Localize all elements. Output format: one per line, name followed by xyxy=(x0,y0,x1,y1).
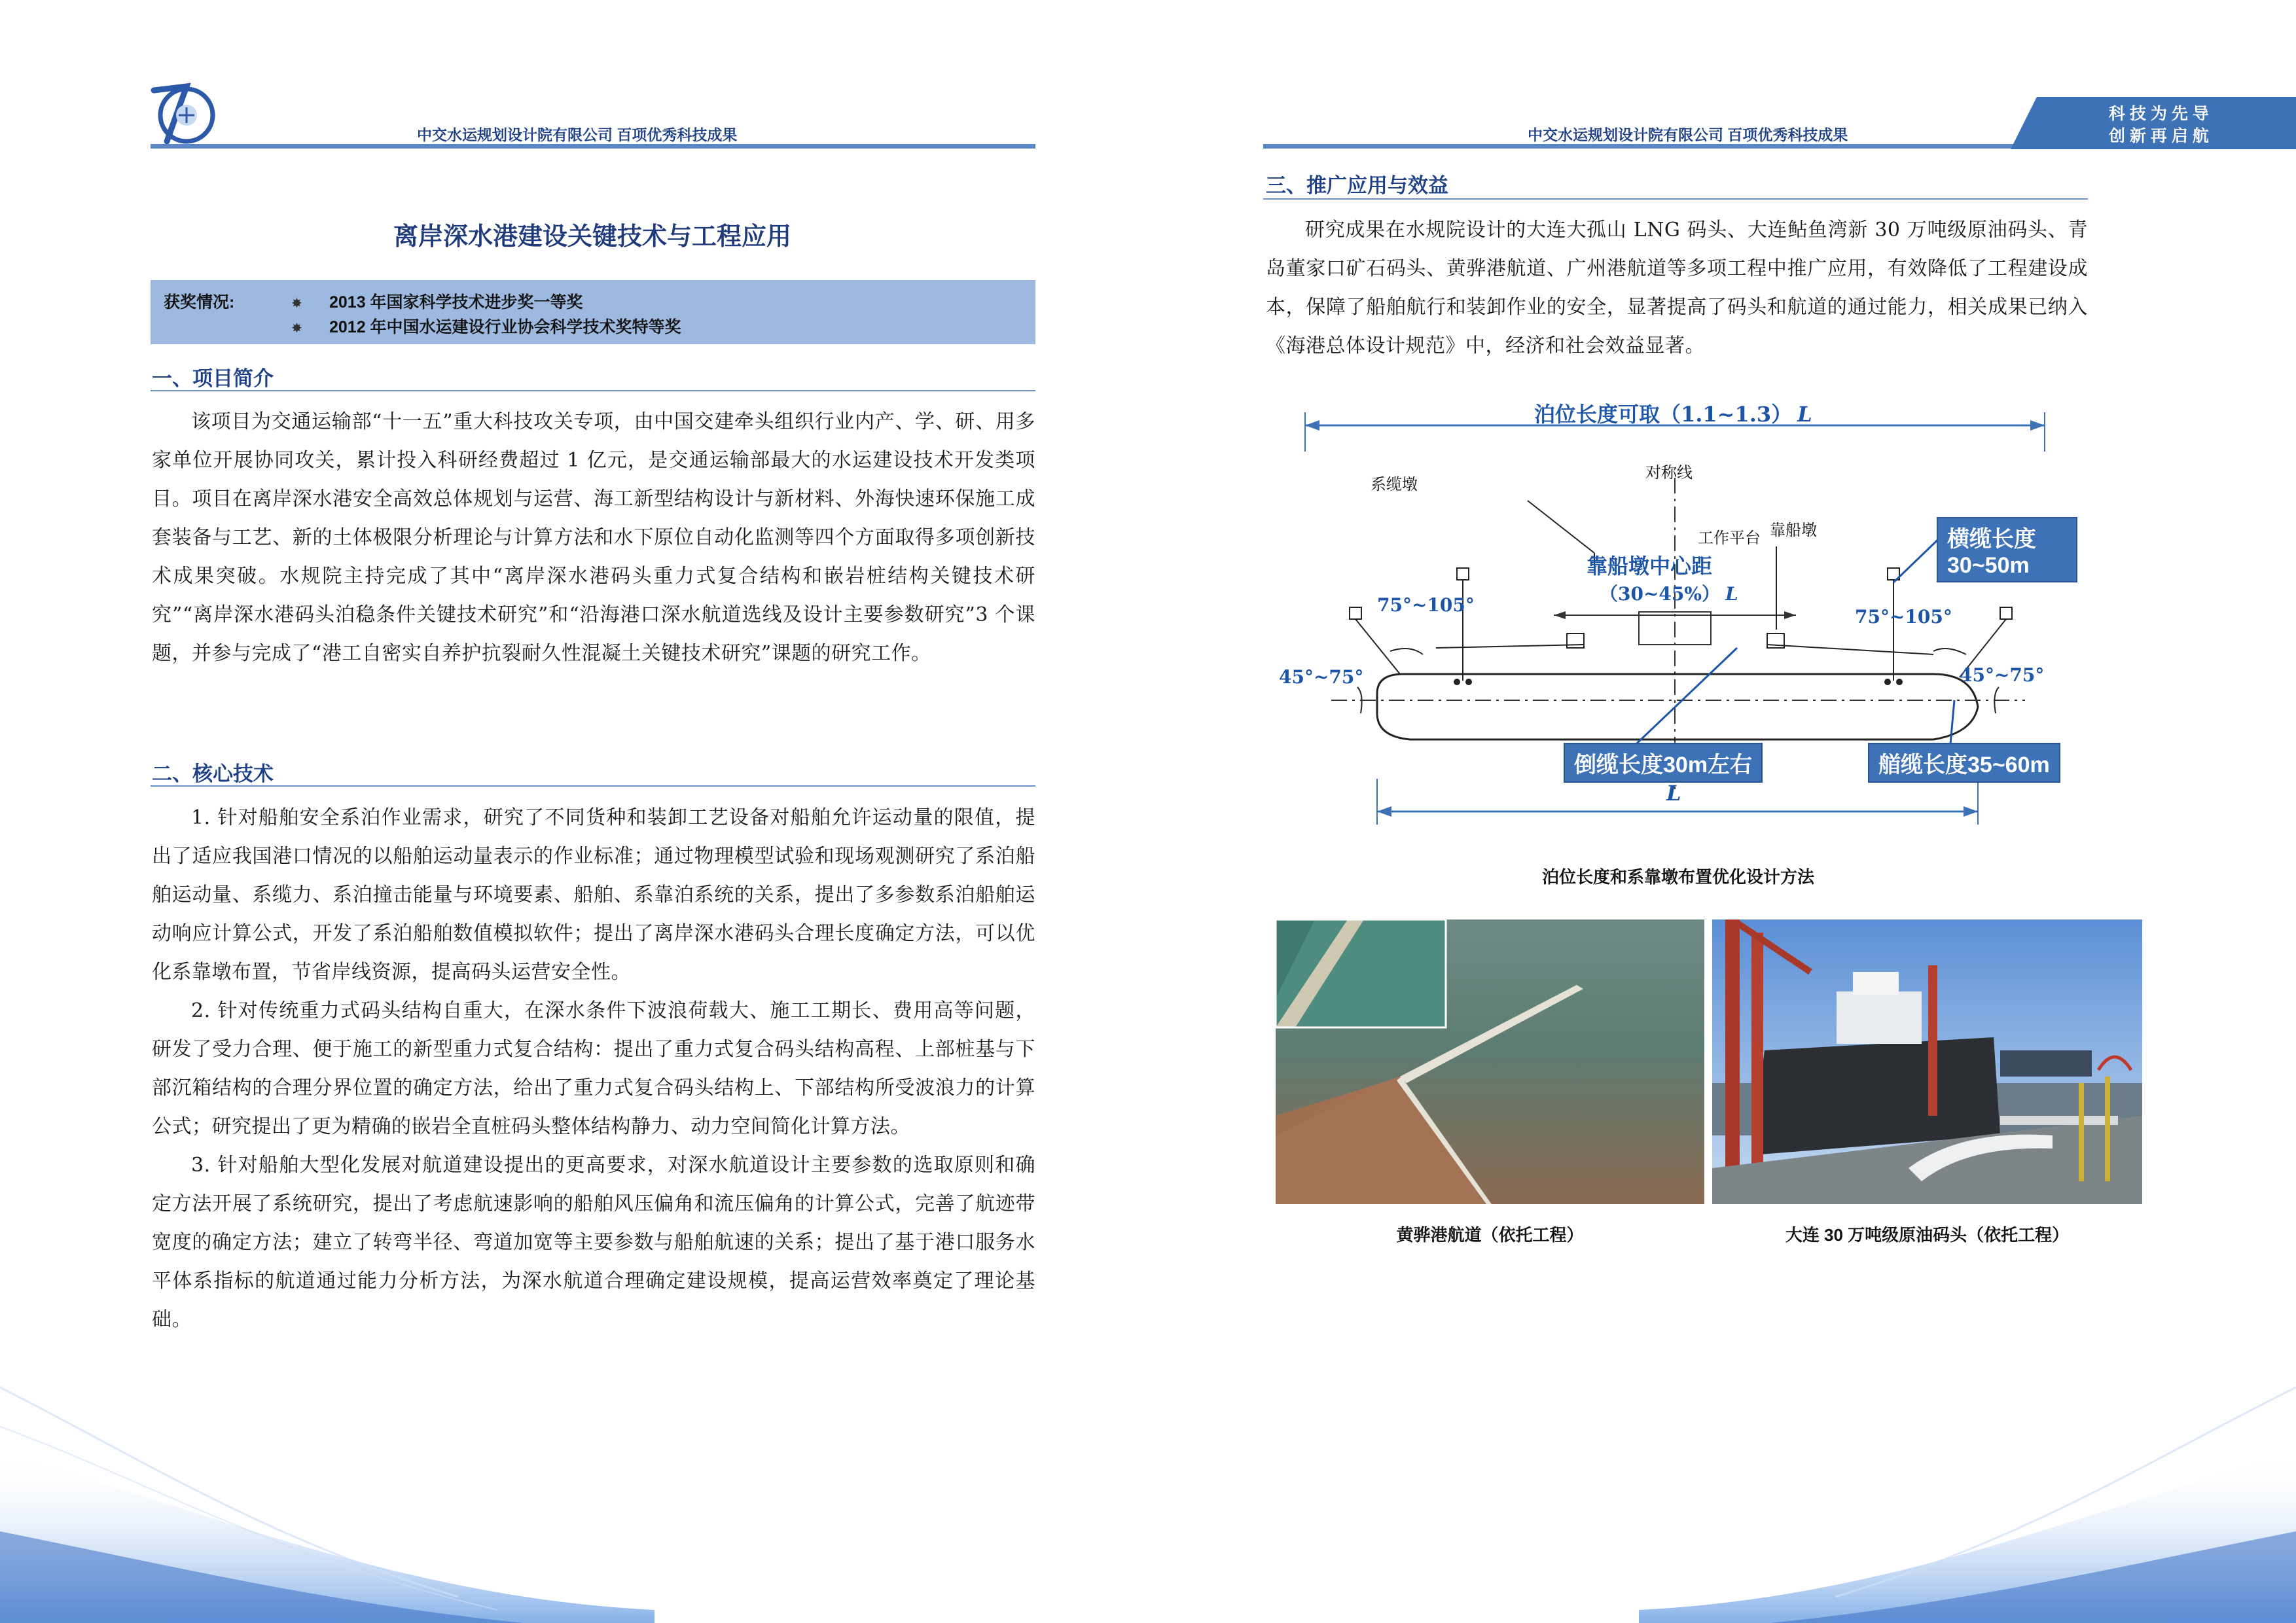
article-title: 离岸深水港建设关键技术与工程应用 xyxy=(393,223,791,251)
logo-70 xyxy=(147,77,219,151)
angle-label-right-bottom: 45°~75° xyxy=(1960,664,2045,686)
section-rule xyxy=(1263,198,2088,200)
berthing-dolphin-label: 靠船墩 xyxy=(1770,521,1817,539)
symmetry-line-label: 对称线 xyxy=(1645,463,1693,482)
bullet-star-icon: ✸ xyxy=(291,296,302,311)
slogan-tab xyxy=(2011,97,2296,149)
slogan-line-1: 科 技 为 先 导 xyxy=(2109,105,2209,123)
work-platform-label: 工作平台 xyxy=(1698,529,1761,547)
photo-dalian-oil-terminal xyxy=(1712,919,2142,1204)
section-heading-application: 三、推广应用与效益 xyxy=(1266,174,1448,197)
angle-label-right-top: 75°~105° xyxy=(1855,606,1952,628)
slogan-line-2: 创 新 再 启 航 xyxy=(2109,127,2209,145)
mooring-dolphin-label: 系缆墩 xyxy=(1371,475,1418,493)
header-rule xyxy=(151,144,1035,149)
intro-paragraph: 该项目为交通运输部“十一五”重大科技攻关专项，由中国交建牵头组织行业内产、学、研、用多家单位开展协同攻关，累计投入科研经费超过 1 亿元，是交通运输部最大的水运建设技术开发类项目。项目在离岸深水港安全高效总体规划与运营、海工新型结构设计与新材料、外海快速环保施工成套装备与工艺、新的土体极限分析理论与计算方法和水下原位自动化监测等四个方面取得多项创新技术成果突破。水规院主持完成了其中“离岸深水港码头重力式复合结构和嵌岩桩结构关键技术研究”“离岸深水港码头泊稳条件关键技术研究”和“沿海港口深水航道选线及设计主要参数研究”3 个课题，并参与完成了“港工自密实自养护抗裂耐久性混凝土关键技术研究”课题的研究工作。 xyxy=(152,410,1035,665)
berth-layout-diagram xyxy=(1279,386,2077,825)
bottom-length-label: L xyxy=(1666,781,1681,806)
awards-label: 获奖情况: xyxy=(164,293,235,312)
header-company: 中交水运规划设计院有限公司 百项优秀科技成果 xyxy=(417,126,738,143)
diagram-caption: 泊位长度和系靠墩布置优化设计方法 xyxy=(1541,867,1814,887)
award-item: ✸ 2013 年国家科学技术进步奖一等奖 xyxy=(291,293,583,312)
header-rule xyxy=(1263,144,2088,149)
award-item: ✸ 2012 年中国水运建设行业协会科学技术奖特等奖 xyxy=(291,318,681,336)
bullet-star-icon: ✸ xyxy=(291,321,302,336)
berth-length-label: 泊位长度可取（1.1~1.3） L xyxy=(1534,402,1812,427)
section-heading-intro: 一、项目简介 xyxy=(152,367,274,390)
photo-caption-dalian: 大连 30 万吨级原油码头（依托工程） xyxy=(1785,1225,2070,1245)
section-rule xyxy=(151,785,1035,787)
core-paragraphs: 1. 针对船舶安全系泊作业需求，研究了不同货种和装卸工艺设备对船舶允许运动量的限值，提出了适应我国港口情况的以船舶运动量表示的作业标准；通过物理模型试验和现场观测研究了系泊船舶运动量、系缆力、系泊撞击能量与环境要素、船舶、系靠泊系统的关系，提出了多参数系泊船舶运动响应计算公式，开发了系泊船舶数值模拟软件；提出了离岸深水港码头合理长度确定方法，可以优化系靠墩布置，节省岸线资源，提高码头运营安全性。 2. 针对传统重力式码头结构自重大，在深水条件下波浪荷载大、施工工期长、费用高等问题，研发了受力合理、便于施工的新型重力式复合结构：提出了重力式复合码头结构高程、上部桩基与下部沉箱结构的合理分界位置的确定方法，给出了重力式复合码头结构上、下部结构所受波浪力的计算公式；研究提出了更为精确的嵌岩全直桩码头整体结构静力、动力空间简化计算方法。 3. 针对船舶大型化发展对航道建设提出的更高要求，对深水航道设计主要参数的选取原则和确定方法开展了系统研究，提出了考虑航速影响的船舶风压偏角和流压偏角的计算公式，完善了航迹带宽度的确定方法；建立了转弯半径、弯道加宽等主要参数与船舶航速的关系；提出了基于港口服务水平体系指标的航道通过能力分析方法，为深水航道合理确定建设规模，提高运营效率奠定了理论基础。 xyxy=(152,806,1035,1331)
section-rule xyxy=(151,390,1035,391)
berth-center-label: 靠船墩中心距 （30~45%） L xyxy=(1587,554,1738,605)
photo-caption-huanghua: 黄骅港航道（依托工程） xyxy=(1396,1225,1584,1245)
application-paragraph: 研究成果在水规院设计的大连大孤山 LNG 码头、大连鲇鱼湾新 30 万吨级原油码头、青岛董家口矿石码头、黄骅港航道、广州港航道等多项工程中推广应用，有效降低了工程建设成本，保障了船舶航行和装卸作业的安全，显著提高了码头和航道的通过能力，相关成果已纳入《海港总体设计规范》中，经济和社会效益显著。 xyxy=(1266,219,2088,357)
section-heading-core: 二、核心技术 xyxy=(152,762,274,785)
header-company: 中交水运规划设计院有限公司 百项优秀科技成果 xyxy=(1528,126,1848,143)
right-page xyxy=(1148,0,2296,1623)
awards-box xyxy=(151,280,1035,344)
photo-huanghua-channel xyxy=(1276,919,1704,1204)
spring-line-label: 倒缆长度30m左右 xyxy=(1564,743,1763,783)
stern-line-label: 艏缆长度35~60m xyxy=(1868,743,2060,783)
breast-line-label: 横缆长度30~50m xyxy=(1937,517,2077,582)
angle-label-left-bottom: 45°~75° xyxy=(1279,666,1364,688)
decorative-wave xyxy=(1148,1257,2296,1623)
angle-label-left-top: 75°~105° xyxy=(1377,594,1475,616)
